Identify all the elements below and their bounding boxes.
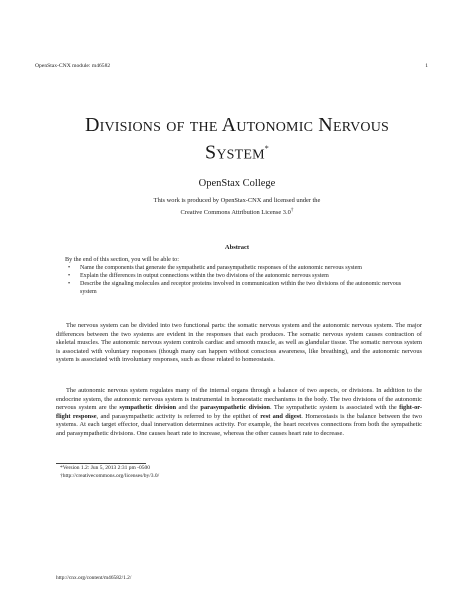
term-parasympathetic-division: parasympathetic division bbox=[200, 404, 270, 411]
list-item bbox=[68, 281, 408, 296]
footnote-divider bbox=[56, 463, 146, 464]
license-notice bbox=[0, 197, 474, 217]
license-footnote-mark: † bbox=[290, 206, 294, 213]
license-line-2 bbox=[0, 206, 474, 218]
list-item bbox=[68, 265, 408, 273]
footer-url: http://cnx.org/content/m46582/1.2/ bbox=[56, 575, 132, 581]
p2-text-c: and the bbox=[176, 404, 201, 411]
bullet-icon: • bbox=[68, 273, 71, 280]
p2-text-a: The autonomic nervous system regulates many of the internal organs through a balance of two aspects, or divisions. In addition to the endocrine system, the autonomic nervous system is instrumental in homeostatic mechanisms in the body. The two divisions of the autonomic nervous system are the bbox=[56, 387, 422, 411]
page-number: 1 bbox=[425, 63, 428, 69]
title-line-2 bbox=[40, 137, 434, 165]
title-line-1: Divisions of the Autonomic Nervous bbox=[84, 114, 390, 136]
objective-text: Name the components that generate the sympathetic and parasympathetic responses of the autonomic nervous system bbox=[80, 265, 362, 271]
bullet-icon: • bbox=[68, 265, 71, 271]
bullet-icon: • bbox=[68, 281, 71, 288]
footnotes bbox=[60, 465, 159, 480]
body-paragraph-1: The nervous system can be divided into two functional parts: the somatic nervous system and the autonomic nervous system. The major differences between the two systems are evident in the responses that each produces. The somatic nervous system causes contraction of skeletal muscles. The autonomic nervous system controls cardiac and smooth muscle, as well as glandular tissue. The somatic nervous system is associated with voluntary responses (though many can happen without conscious awareness, like breathing), and the autonomic nervous system is associated with involuntary responses, such as those related to homeostasis. bbox=[56, 322, 422, 363]
p2-text-e: . The sympathetic system is associated with the bbox=[269, 404, 400, 411]
document-title bbox=[40, 113, 434, 165]
p2-text-g: , and parasympathetic activity is referred to by the epithet of bbox=[96, 412, 261, 420]
title-footnote-mark: * bbox=[264, 144, 269, 153]
list-item bbox=[68, 273, 408, 281]
title-line-2-text: System bbox=[205, 141, 265, 164]
footnote-version: *Version 1.2: Jun 5, 2013 2:31 pm -0500 bbox=[60, 465, 150, 471]
term-fight-or-flight: fight-or-flight response bbox=[56, 404, 422, 420]
footnote-license-url: †http://creativecommons.org/licenses/by/3.0/ bbox=[60, 472, 160, 479]
objective-text: Describe the signaling molecules and receptor proteins involved in communication within the two divisions of the autonomic nervous system bbox=[80, 281, 402, 295]
learning-objectives-list bbox=[68, 265, 408, 297]
license-line-2-text: Creative Commons Attribution License 3.0 bbox=[180, 208, 291, 216]
objective-text: Explain the differences in output connections within the two divisions of the autonomic nervous system bbox=[80, 273, 329, 280]
term-sympathetic-division: sympathetic division bbox=[119, 404, 177, 411]
abstract-heading: Abstract bbox=[224, 244, 250, 251]
author: OpenStax College bbox=[198, 178, 276, 189]
p2-text-i: . Homeostasis is the balance between the two systems. At each target effector, dual innervation determines activity. For example, the heart receives connections from both the sympathetic and parasympathetic divisions. One causes heart rate to increase, whereas the other causes heart rate to decrease. bbox=[56, 412, 422, 437]
body-paragraph-2 bbox=[56, 387, 422, 438]
term-rest-and-digest: rest and digest bbox=[260, 412, 302, 420]
abstract-intro: By the end of this section, you will be able to: bbox=[65, 256, 179, 263]
running-head-module: OpenStax-CNX module: m46582 bbox=[35, 63, 111, 69]
running-head bbox=[35, 63, 428, 69]
license-line-1: This work is produced by OpenStax-CNX and licensed under the bbox=[153, 197, 321, 204]
